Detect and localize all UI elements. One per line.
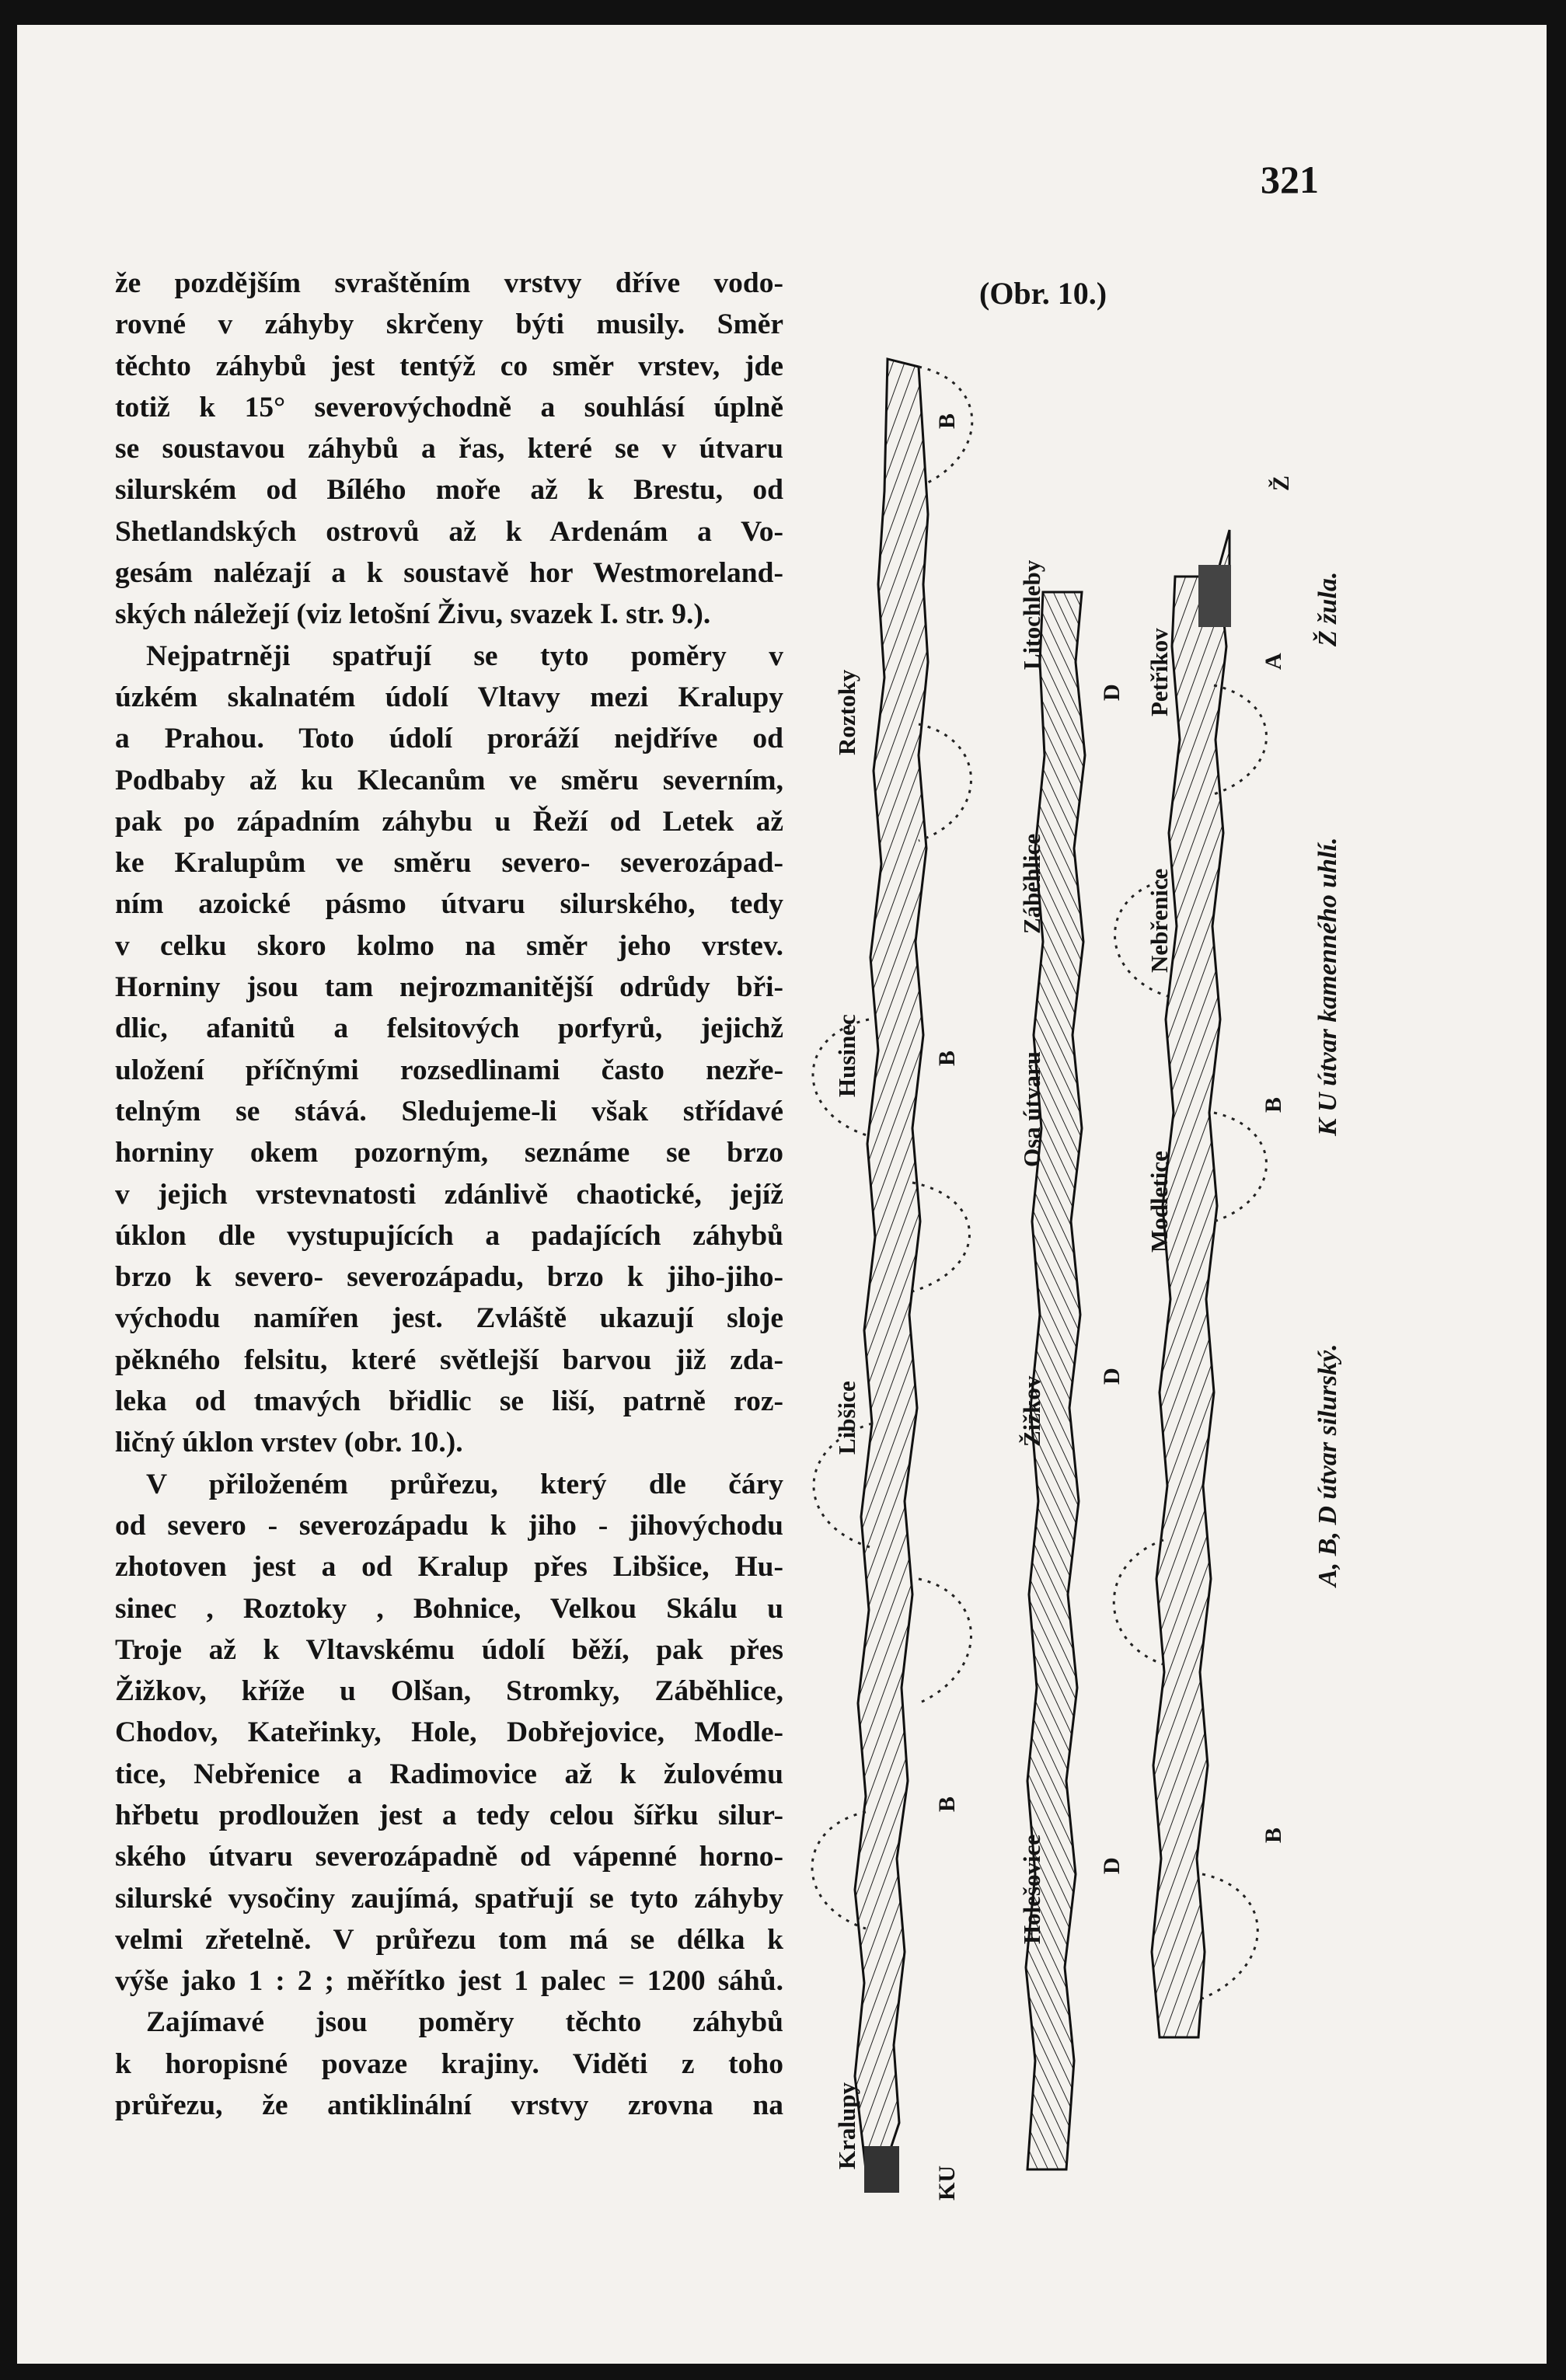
- place-label: Osa útvaru: [1018, 1051, 1045, 1167]
- geological-cross-section: [810, 336, 1369, 2239]
- place-label: Libšice: [833, 1381, 860, 1455]
- formation-letter: B: [934, 1796, 960, 1812]
- place-label: Žižkov: [1018, 1375, 1045, 1447]
- text-line: úzkém skalnatém údolí Vltavy mezi Kralupy: [115, 681, 783, 713]
- coal-formation-block: [864, 2146, 899, 2193]
- formation-letter: D: [1099, 1857, 1125, 1874]
- text-line: Žižkov, kříže u Olšan, Stromky, Záběhlice,: [115, 1675, 783, 1708]
- text-line: hřbetu prodloužen jest a tedy celou šířku silur-: [115, 1799, 783, 1831]
- text-line: telným se stává. Sledujeme-li však střídavé: [115, 1095, 783, 1127]
- text-line: v celku skoro kolmo na směr jeho vrstev.: [115, 929, 783, 962]
- text-line: Chodov, Kateřinky, Hole, Dobřejovice, Modle-: [115, 1716, 783, 1749]
- place-label: Husinec: [833, 1014, 860, 1097]
- text-line: se soustavou záhybů a řas, které se v útvaru: [115, 433, 783, 465]
- text-line: Horniny jsou tam nejrozmanitější odrůdy bři-: [115, 971, 783, 1004]
- text-line: výše jako 1 : 2 ; měřítko jest 1 palec = 1200 sáhů.: [115, 1965, 783, 1998]
- text-line: ského útvaru severozápadně od vápenné horno-: [115, 1841, 783, 1873]
- text-line: v jejich vrstevnatosti zdánlivě chaotické, jejíž: [115, 1178, 783, 1211]
- text-line: a Prahou. Toto údolí proráží nejdříve od: [115, 723, 783, 755]
- formation-letter: D: [1099, 1368, 1125, 1385]
- legend-granite: Ž žula.: [1313, 571, 1342, 646]
- text-line: zhotoven jest a od Kralup přes Libšice, Hu-: [115, 1551, 783, 1584]
- section-strip-1: [855, 359, 928, 2169]
- text-line: silurském od Bílého moře až k Brestu, od: [115, 474, 783, 507]
- place-label: Litochleby: [1018, 559, 1045, 670]
- place-label: Nebřenice: [1146, 868, 1173, 973]
- page-number: 321: [1261, 158, 1319, 201]
- formation-letter: D: [1099, 684, 1125, 701]
- figure-caption: (Obr. 10.): [979, 276, 1107, 311]
- book-page: [17, 25, 1547, 2364]
- text-line: úklon dle vystupujících a padajících záhybů: [115, 1219, 783, 1252]
- text-line: silurské vysočiny zaujímá, spatřují se tyto záhyby: [115, 1882, 783, 1915]
- formation-letter: A: [1261, 653, 1286, 670]
- text-line: průřezu, že antiklinální vrstvy zrovna na: [115, 2089, 783, 2122]
- formation-letter: B: [1261, 1096, 1286, 1113]
- text-line: ním azoické pásmo útvaru silurského, tedy: [115, 888, 783, 921]
- text-line: Podbaby až ku Klecanům ve směru severním,: [115, 764, 783, 796]
- place-label: Kralupy: [833, 2082, 860, 2169]
- text-line: sinec , Roztoky , Bohnice, Velkou Skálu u: [115, 1592, 783, 1625]
- place-label: Holešovice: [1018, 1834, 1045, 1944]
- section-strip-3: [1152, 530, 1229, 2037]
- text-line: ských náležejí (viz letošní Živu, svazek I. str. 9.).: [115, 598, 711, 631]
- text-line: Zajímavé jsou poměry těchto záhybů: [146, 2006, 783, 2039]
- text-line: ličný úklon vrstev (obr. 10.).: [115, 1427, 463, 1459]
- text-line: velmi zřetelně. V průřezu tom má se délka k: [115, 1923, 783, 1956]
- text-line: Troje až k Vltavskému údolí běží, pak přes: [115, 1633, 783, 1666]
- legend-silurian: A, B, D útvar silurský.: [1313, 1343, 1342, 1587]
- text-line: východu namířen jest. Zvláště ukazují sloje: [115, 1302, 783, 1335]
- place-label: Petříkov: [1146, 628, 1173, 716]
- text-line: těchto záhybů jest tentýž co směr vrstev, jde: [115, 350, 783, 382]
- text-line: rovné v záhyby skrčeny býti musily. Směr: [115, 308, 783, 341]
- text-line: pak po západním záhybu u Řeží od Letek až: [115, 805, 783, 838]
- formation-letter: Ž: [1268, 475, 1294, 491]
- formation-letter: KU: [934, 2166, 960, 2201]
- formation-letter: B: [934, 1050, 960, 1066]
- place-label: Záběhlice: [1018, 833, 1045, 934]
- formation-letter: B: [934, 413, 960, 429]
- text-line: leka od tmavých břidlic se liší, patrně roz-: [115, 1385, 783, 1418]
- text-line: V přiloženém průřezu, který dle čáry: [146, 1468, 783, 1500]
- text-line: uložení příčnými rozsedlinami často nezře-: [115, 1054, 783, 1086]
- text-line: Shetlandských ostrovů až k Ardenám a Vo-: [115, 515, 783, 548]
- text-line: Nejpatrněji spatřují se tyto poměry v: [146, 639, 783, 672]
- text-line: ke Kralupům ve směru severo- severozápad-: [115, 847, 783, 880]
- body-text: [115, 263, 783, 2126]
- text-line: k horopisné povaze krajiny. Viděti z toho: [115, 2047, 783, 2080]
- text-line: pěkného felsitu, které světlejší barvou již zda-: [115, 1343, 783, 1376]
- text-line: tice, Nebřenice a Radimovice až k žulovému: [115, 1758, 783, 1790]
- text-line: od severo - severozápadu k jiho - jihovýchodu: [115, 1509, 783, 1542]
- text-line: gesám nalézají a k soustavě hor Westmoreland-: [115, 557, 783, 590]
- text-line: že pozdějším svraštěním vrstvy dříve vodo-: [115, 267, 783, 299]
- text-line: horniny okem pozorným, seznáme se brzo: [115, 1137, 783, 1169]
- text-line: brzo k severo- severozápadu, brzo k jiho-jiho-: [115, 1261, 783, 1294]
- legend-coal: K U útvar kamenného uhlí.: [1313, 837, 1342, 1136]
- formation-letter: B: [1261, 1827, 1286, 1843]
- text-line: totiž k 15° severovýchodně a souhlásí úplně: [115, 391, 783, 423]
- granite-block: [1198, 565, 1231, 627]
- place-label: Roztoky: [833, 669, 860, 755]
- place-label: Modletice: [1146, 1151, 1173, 1253]
- text-line: dlic, afanitů a felsitových porfyrů, jejichž: [115, 1012, 783, 1045]
